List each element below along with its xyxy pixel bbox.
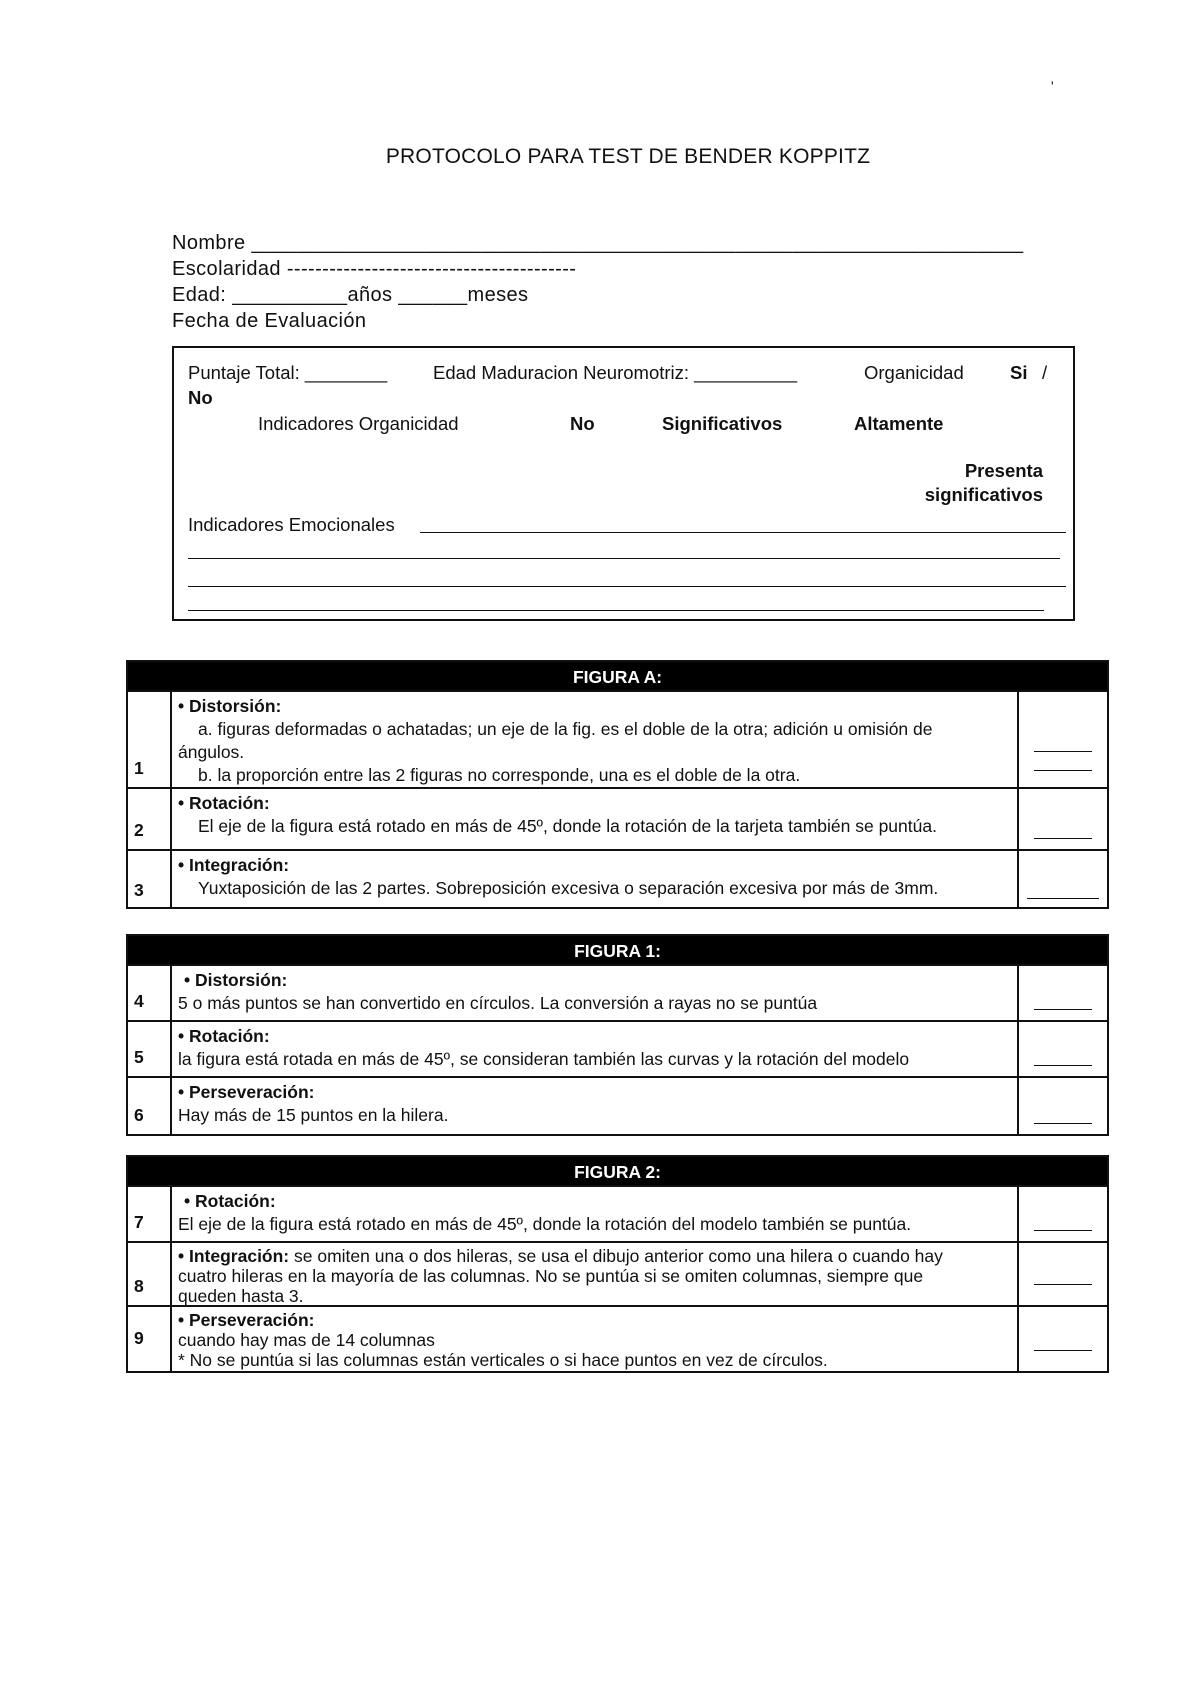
- item-number: 4: [128, 966, 172, 1020]
- item-description: [172, 692, 1017, 787]
- score-line[interactable]: [1034, 838, 1092, 839]
- item-title: • Integración:: [178, 1246, 290, 1266]
- score-cell[interactable]: [1017, 789, 1107, 849]
- item-description: [172, 789, 1017, 849]
- item-number: 3: [128, 851, 172, 909]
- score-cell[interactable]: [1017, 1078, 1107, 1134]
- option-presenta[interactable]: Presenta: [964, 460, 1043, 481]
- item-description: [172, 1078, 1017, 1134]
- score-line[interactable]: [1034, 1230, 1092, 1231]
- item-number: 7: [128, 1187, 172, 1241]
- edad-field[interactable]: Edad: __________años ______meses: [172, 284, 529, 306]
- item-title: • Rotación:: [178, 1026, 270, 1046]
- emocionales-line-4[interactable]: [188, 610, 1044, 611]
- emocionales-line-1[interactable]: [420, 532, 1066, 533]
- item-description: [172, 1187, 1017, 1241]
- item-title: • Distorsión:: [184, 970, 288, 990]
- item-title: • Rotación:: [178, 793, 270, 813]
- table-row: [128, 787, 1107, 849]
- item-description: [172, 851, 1017, 909]
- item-number: 6: [128, 1078, 172, 1134]
- table-row: [128, 964, 1107, 1020]
- item-text: El eje de la figura está rotado en más de 45º, donde la rotación de la tarjeta también se puntúa.: [198, 816, 937, 836]
- score-line[interactable]: [1034, 1065, 1092, 1066]
- table-row: [128, 849, 1107, 909]
- item-text-a: a. figuras deformadas o achatadas; un eje de la fig. es el doble de la otra; adición u omisión de: [198, 719, 933, 739]
- fecha-evaluacion-field[interactable]: Fecha de Evaluación: [172, 310, 367, 332]
- score-cell[interactable]: [1017, 1187, 1107, 1241]
- score-cell[interactable]: [1017, 1022, 1107, 1076]
- score-cell[interactable]: [1017, 692, 1107, 787]
- item-description: [172, 1307, 1017, 1373]
- figura-2-header: FIGURA 2:: [128, 1157, 1107, 1185]
- item-number: 2: [128, 789, 172, 849]
- table-row: [128, 1076, 1107, 1134]
- score-line-a[interactable]: [1034, 751, 1092, 752]
- organicidad-label: Organicidad: [864, 362, 964, 383]
- corner-mark: ': [1051, 78, 1054, 94]
- table-row: [128, 1020, 1107, 1076]
- item-text: Yuxtaposición de las 2 partes. Sobreposición excesiva o separación excesiva por más de 3mm.: [198, 878, 939, 898]
- item-text-b: b. la proporción entre las 2 figuras no corresponde, una es el doble de la otra.: [198, 765, 801, 785]
- item-title: • Rotación:: [184, 1191, 276, 1211]
- score-cell[interactable]: [1017, 966, 1107, 1020]
- organicidad-separator: /: [1042, 362, 1048, 383]
- option-altamente-significativos[interactable]: significativos: [924, 484, 1043, 505]
- item-title: • Perseveración:: [178, 1082, 315, 1102]
- table-row: [128, 1241, 1107, 1305]
- item-number: 5: [128, 1022, 172, 1076]
- score-cell[interactable]: [1017, 1243, 1107, 1305]
- item-number: 1: [128, 692, 172, 787]
- table-row: [128, 1185, 1107, 1241]
- item-description: [172, 966, 1017, 1020]
- figura-a-header: FIGURA A:: [128, 662, 1107, 690]
- score-cell[interactable]: [1017, 1307, 1107, 1373]
- item-text-3: queden hasta 3.: [178, 1286, 304, 1306]
- edad-maduracion-field[interactable]: Edad Maduracion Neuromotriz: __________: [433, 362, 798, 383]
- option-no-presenta[interactable]: No: [570, 413, 595, 434]
- item-title: • Distorsión:: [178, 696, 282, 716]
- score-line[interactable]: [1027, 898, 1099, 899]
- item-note: * No se puntúa si las columnas están verticales o si hace puntos en vez de círculos.: [178, 1350, 828, 1370]
- item-text-a2: ángulos.: [178, 742, 245, 762]
- item-description: [172, 1022, 1017, 1076]
- score-cell[interactable]: [1017, 851, 1107, 909]
- item-text: se omiten una o dos hileras, se usa el dibujo anterior como una hilera o cuando hay: [289, 1246, 943, 1266]
- escolaridad-field[interactable]: Escolaridad -----------------------------------------: [172, 258, 577, 280]
- score-line-b[interactable]: [1034, 770, 1092, 771]
- score-summary-box: [172, 346, 1075, 621]
- table-row: [128, 690, 1107, 787]
- figura-1-table: [126, 934, 1109, 1136]
- indicadores-organicidad-label: Indicadores Organicidad: [258, 413, 459, 434]
- score-line[interactable]: [1034, 1123, 1092, 1124]
- puntaje-total-field[interactable]: Puntaje Total: ________: [188, 362, 388, 383]
- item-description: [172, 1243, 1017, 1305]
- organicidad-no-option[interactable]: No: [188, 387, 213, 408]
- option-significativos[interactable]: Significativos: [662, 413, 783, 434]
- item-number: 8: [128, 1243, 172, 1305]
- item-title: • Perseveración:: [178, 1310, 315, 1330]
- score-line[interactable]: [1034, 1350, 1092, 1351]
- emocionales-line-3[interactable]: [188, 586, 1066, 587]
- item-number: 9: [128, 1307, 172, 1373]
- item-title: • Integración:: [178, 855, 290, 875]
- option-altamente[interactable]: Altamente: [854, 413, 944, 434]
- item-text-2: cuatro hileras en la mayoría de las columnas. No se puntúa si se omiten columnas, siempre que: [178, 1266, 924, 1286]
- figura-a-table: [126, 660, 1109, 909]
- item-text: la figura está rotada en más de 45º, se consideran también las curvas y la rotación del modelo: [178, 1049, 910, 1069]
- item-text: Hay más de 15 puntos en la hilera.: [178, 1105, 449, 1125]
- item-text: cuando hay mas de 14 columnas: [178, 1330, 435, 1350]
- organicidad-si-option[interactable]: Si: [1010, 362, 1028, 383]
- item-text: El eje de la figura está rotado en más de 45º, donde la rotación del modelo también se puntúa.: [178, 1214, 912, 1234]
- figura-2-table: [126, 1155, 1109, 1373]
- table-row: [128, 1305, 1107, 1373]
- nombre-field[interactable]: Nombre ___________________________________________________________________: [172, 232, 1024, 254]
- page-title: PROTOCOLO PARA TEST DE BENDER KOPPITZ: [385, 145, 871, 168]
- item-text: 5 o más puntos se han convertido en círculos. La conversión a rayas no se puntúa: [178, 993, 818, 1013]
- score-line[interactable]: [1034, 1009, 1092, 1010]
- score-line[interactable]: [1034, 1284, 1092, 1285]
- emocionales-line-2[interactable]: [188, 558, 1060, 559]
- indicadores-emocionales-label: Indicadores Emocionales: [188, 514, 395, 535]
- figura-1-header: FIGURA 1:: [128, 936, 1107, 964]
